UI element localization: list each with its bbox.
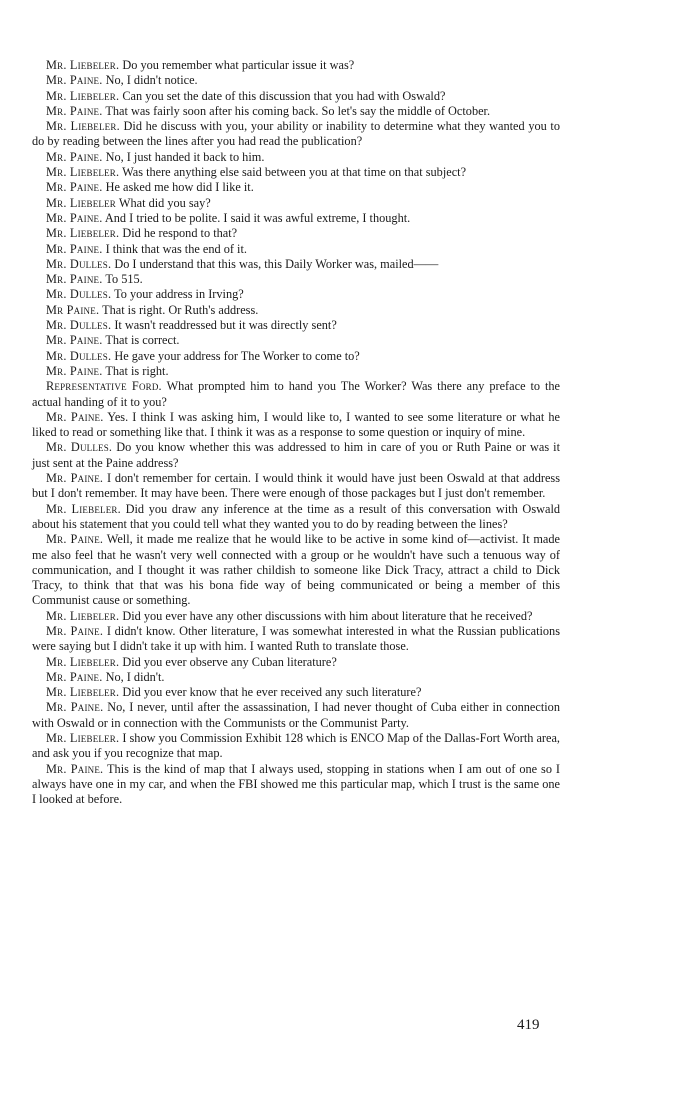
testimony-paragraph [32,609,560,624]
speaker-name: Mr. Liebeler. [46,58,120,72]
statement-text: Was there anything else said between you at that time on that subject? [122,165,467,180]
testimony-paragraph [32,731,560,762]
statement-text: He gave your address for The Worker to come to? [114,348,360,363]
speaker-name: Mr. Paine. [46,210,103,225]
testimony-paragraph [32,272,560,287]
testimony-paragraph [32,471,560,502]
speaker-name: Mr. Paine. [46,623,104,638]
testimony-paragraph [32,303,560,318]
statement-text: No, I didn't notice. [105,73,198,88]
speaker-name: Mr. Liebeler. [46,226,120,241]
speaker-name: Mr. Dulles. [46,256,112,271]
testimony-paragraph [32,89,560,104]
statement-text: To your address in Irving? [114,287,244,302]
testimony-paragraph [32,257,560,272]
statement-text: What prompted him to hand you The Worker? Was there any preface to the actual handing of it to you? [32,379,560,409]
testimony-paragraph [32,685,560,700]
testimony-paragraph [32,242,560,257]
speaker-name: Mr. Paine. [46,180,103,195]
testimony-paragraph [32,762,560,808]
testimony-paragraph [32,440,560,471]
statement-text: Did you ever observe any Cuban literature? [122,654,337,669]
statement-text: He asked me how did I like it. [105,180,254,195]
statement-text: No, I didn't. [105,669,165,684]
statement-text: Did you ever know that he ever received any such literature? [122,685,422,700]
statement-text: That is right. [105,363,169,378]
statement-text: Well, it made me realize that he would like to be active in some kind of—activist. It made me also feel that he wasn't very well connected with a group or he wouldn't have such a tenuous way of communication, and I thought it was rather childish to someone like Dick Tracy, attract a child to Dick Tracy, to think that that was his bona fide way of being communicated or being a member of this Communist cause or something. [32,532,560,608]
testimony-paragraph [32,73,560,88]
speaker-name: Mr. Liebeler [46,195,116,210]
statement-text: That was fairly soon after his coming back. So let's say the middle of October. [105,103,491,118]
statement-text: It wasn't readdressed but it was directly sent? [114,318,337,333]
testimony-paragraph [32,150,560,165]
speaker-name: Mr Paine. [46,302,100,317]
speaker-name: Representative Ford. [46,379,162,394]
statement-text: This is the kind of map that I always used, stopping in stations when I am out of one so I always have one in my car, and when the FBI showed me this particular map, which I trust is the same one I looked at before. [32,761,561,807]
statement-text: That is correct. [105,333,180,348]
testimony-paragraph [32,349,560,364]
testimony-paragraph [32,104,560,119]
statement-text: Can you set the date of this discussion that you had with Oswald? [122,88,446,103]
speaker-name: Mr. Dulles. [46,348,112,363]
testimony-paragraph [32,670,560,685]
testimony-paragraph [32,655,560,670]
speaker-name: Mr. Liebeler. [46,654,120,669]
testimony-paragraph [32,180,560,195]
testimony-paragraph [32,700,560,731]
speaker-name: Mr. Paine. [46,272,103,287]
speaker-name: Mr. Dulles. [46,440,113,455]
statement-text: Did he respond to that? [122,226,238,241]
testimony-paragraph [32,318,560,333]
speaker-name: Mr. Liebeler. [46,88,120,103]
statement-text: To 515. [105,272,143,287]
statement-text: Do you know whether this was addressed to him in care of you or Ruth Paine or was it just sent at the Paine address? [32,440,560,470]
speaker-name: Mr. Paine. [46,471,104,486]
speaker-name: Mr. Paine. [46,73,103,88]
speaker-name: Mr. Paine. [46,409,104,424]
statement-text: I didn't know. Other literature, I was somewhat interested in what the Russian publications were saying but I didn't take it up with him. I wanted Ruth to translate those. [32,623,560,654]
speaker-name: Mr. Paine. [46,532,104,547]
speaker-name: Mr. Paine. [46,761,104,776]
speaker-name: Mr. Liebeler. [46,685,120,700]
statement-text: What did you say? [118,195,211,210]
testimony-paragraph [32,287,560,302]
speaker-name: Mr. Paine. [46,149,103,164]
testimony-paragraph [32,364,560,379]
statement-text: Did he discuss with you, your ability or inability to determine what they wanted you to do by reading between the lines after you had read the publication? [32,119,560,149]
speaker-name: Mr. Paine. [46,700,104,715]
testimony-paragraph [32,165,560,180]
speaker-name: Mr. Liebeler. [46,501,121,516]
testimony-paragraph [32,119,560,150]
statement-text: I think that was the end of it. [105,241,247,256]
statement-text: Did you draw any inference at the time as a result of this conversation with Oswald about his statement that you could tell what they wanted you to do by reading between the lines? [32,501,561,531]
testimony-paragraph [32,211,560,226]
speaker-name: Mr. Paine. [46,333,103,348]
transcript-body [32,58,560,808]
statement-text: That is right. Or Ruth's address. [102,302,259,317]
statement-text: I show you Commission Exhibit 128 which is ENCO Map of the Dallas-Fort Worth area, and ask you if you recognize that map. [32,731,561,761]
testimony-paragraph [32,379,560,410]
speaker-name: Mr. Paine. [46,241,103,256]
testimony-paragraph [32,58,560,73]
speaker-name: Mr. Paine. [46,669,103,684]
statement-text: Do I understand that this was, this Daily Worker was, mailed—— [114,256,439,271]
speaker-name: Mr. Liebeler. [46,165,120,180]
testimony-paragraph [32,226,560,241]
testimony-paragraph [32,502,560,533]
testimony-paragraph [32,196,560,211]
statement-text: I don't remember for certain. I would think it would have just been Oswald at that address but I don't remember. It may have been. There were enough of those packages but I just don't remember. [32,471,560,501]
speaker-name: Mr. Liebeler. [46,731,120,746]
statement-text: No, I never, until after the assassination, I had never thought of Cuba either in connection with Oswald or in connection with the Communists or the Communist Party. [32,700,560,730]
testimony-paragraph [32,624,560,655]
page-number: 419 [517,1017,540,1033]
speaker-name: Mr. Dulles. [46,318,112,333]
speaker-name: Mr. Dulles. [46,287,112,302]
statement-text: And I tried to be polite. I said it was awful extreme, I thought. [104,210,411,225]
statement-text: Yes. I think I was asking him, I would like to, I wanted to see some literature or what he liked to read or something like that. I think it was as a response to some question or inquiry of mine. [32,409,560,440]
speaker-name: Mr. Liebeler. [46,608,120,623]
statement-text: No, I just handed it back to him. [105,149,265,164]
speaker-name: Mr. Paine. [46,103,103,118]
testimony-paragraph [32,333,560,348]
speaker-name: Mr. Paine. [46,363,103,378]
testimony-paragraph [32,410,560,441]
speaker-name: Mr. Liebeler. [46,119,120,134]
statement-text: Did you ever have any other discussions with him about literature that he received? [122,608,533,623]
statement-text: Do you remember what particular issue it was? [122,58,355,72]
testimony-paragraph [32,532,560,608]
